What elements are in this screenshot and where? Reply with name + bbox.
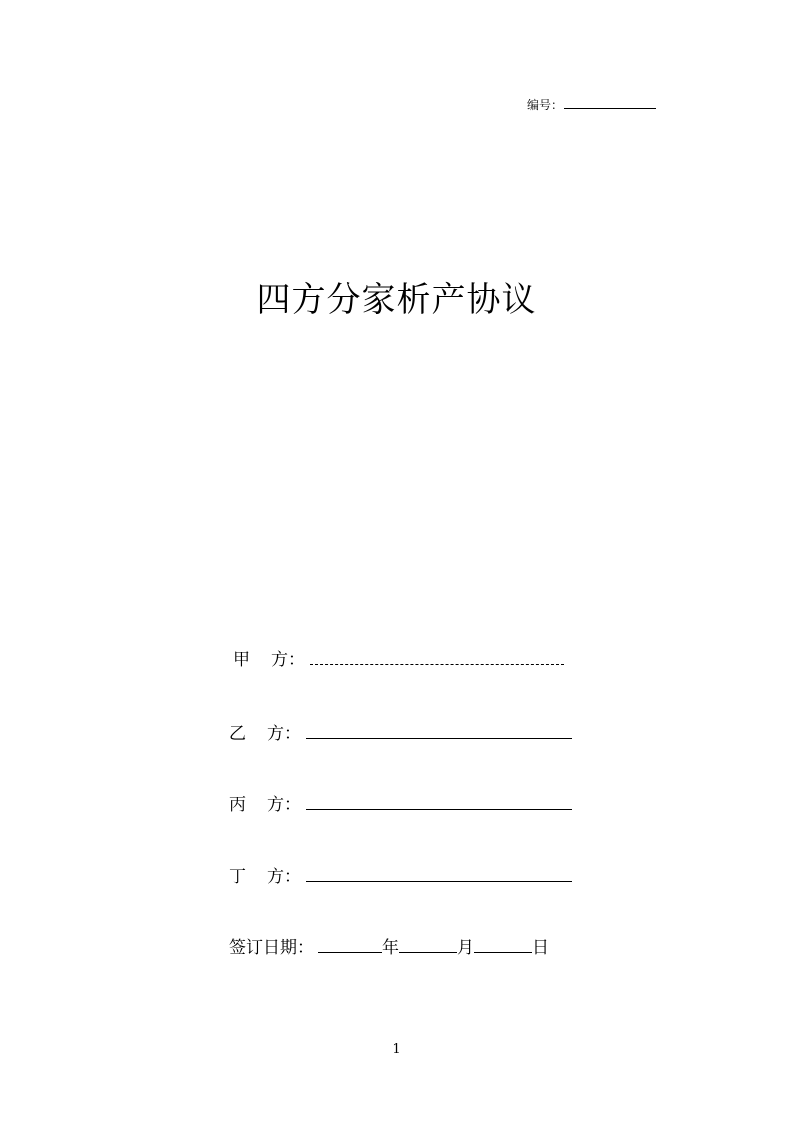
party-c-char: 丙 xyxy=(229,795,246,815)
party-d-line xyxy=(229,865,572,888)
party-b-char: 乙 xyxy=(229,724,246,744)
sign-day-label: 日 xyxy=(532,938,549,958)
sign-month-field[interactable] xyxy=(399,936,457,953)
party-c-field[interactable] xyxy=(306,793,572,810)
page-number: 1 xyxy=(392,1042,401,1057)
party-d-char: 丁 xyxy=(229,867,246,887)
document-title: 四方分家析产协议 xyxy=(256,280,537,320)
party-a-field[interactable] xyxy=(310,648,564,665)
sign-year-label: 年 xyxy=(382,938,399,958)
serial-number xyxy=(527,96,656,113)
party-b-field[interactable] xyxy=(306,722,572,739)
party-a-char: 甲 xyxy=(233,650,250,670)
party-a-suffix: 方： xyxy=(271,650,305,670)
party-c-suffix: 方： xyxy=(267,795,301,815)
party-b-line xyxy=(229,722,572,745)
sign-day-field[interactable] xyxy=(474,936,532,953)
sign-date-line xyxy=(229,936,549,959)
serial-number-label: 编号： xyxy=(527,98,564,112)
party-d-suffix: 方： xyxy=(267,867,301,887)
party-c-line xyxy=(229,793,572,816)
sign-date-label: 签订日期： xyxy=(229,938,314,958)
sign-month-label: 月 xyxy=(457,938,474,958)
party-b-suffix: 方： xyxy=(267,724,301,744)
party-d-field[interactable] xyxy=(306,865,572,882)
sign-year-field[interactable] xyxy=(318,936,382,953)
serial-number-field[interactable] xyxy=(564,96,656,109)
party-a-line xyxy=(233,648,564,671)
